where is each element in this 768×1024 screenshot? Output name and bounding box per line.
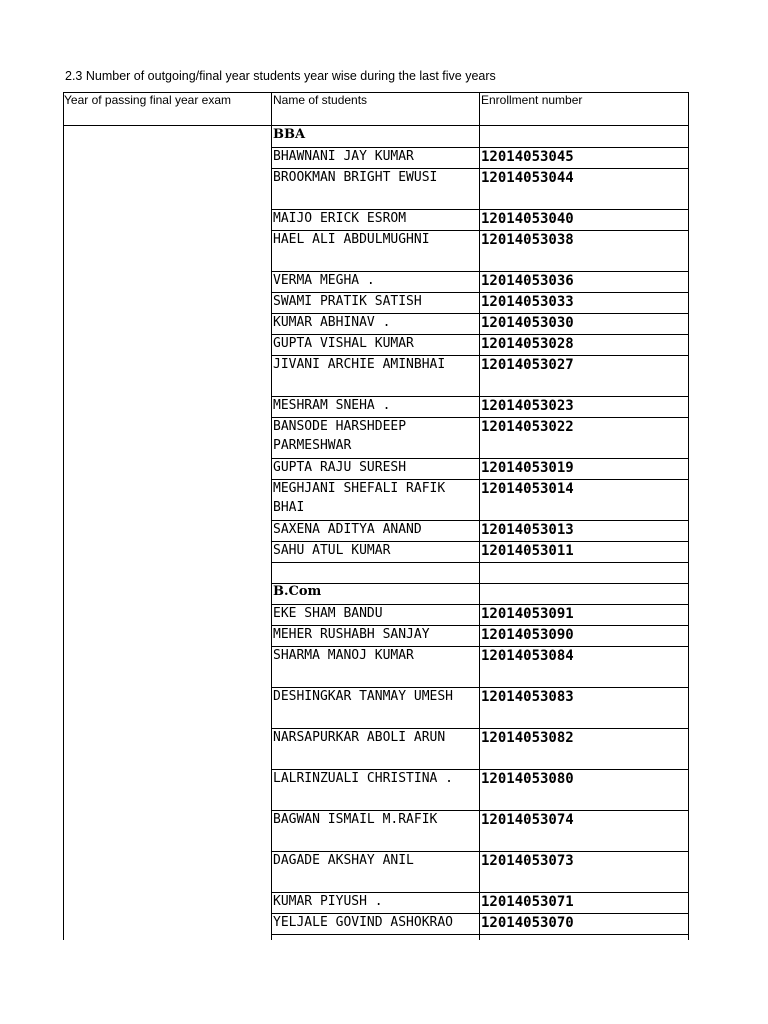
enrollment-number: 12014053045 <box>481 149 574 165</box>
header-border-bottom <box>63 125 689 126</box>
student-name: SWAMI PRATIK SATISH <box>273 294 422 309</box>
student-name: LALRINZUALI CHRISTINA . <box>273 771 454 786</box>
enrollment-number: 12014053044 <box>481 170 574 186</box>
student-name: BROOKMAN BRIGHT EWUSI <box>273 170 438 185</box>
header-year: Year of passing final year exam <box>64 93 231 107</box>
enrollment-number: 12014053070 <box>481 915 574 931</box>
enrollment-number: 12014053080 <box>481 771 574 787</box>
enrollment-number: 12014053090 <box>481 627 574 643</box>
enrollment-number: 12014053038 <box>481 232 574 248</box>
student-name: KUMAR ABHINAV . <box>273 315 391 330</box>
student-name: BAGWAN ISMAIL M.RAFIK <box>273 812 438 827</box>
student-name: BHAWNANI JAY KUMAR <box>273 149 414 164</box>
student-name: GUPTA VISHAL KUMAR <box>273 336 414 351</box>
enrollment-number: 12014053014 <box>481 481 574 497</box>
header-enrollment: Enrollment number <box>481 93 583 107</box>
enrollment-number: 12014053011 <box>481 543 574 559</box>
enrollment-number: 12014053022 <box>481 419 574 435</box>
section-label: BBA <box>273 127 306 142</box>
row-border <box>271 934 689 935</box>
table-border-right <box>688 92 689 940</box>
enrollment-number: 12014053036 <box>481 273 574 289</box>
enrollment-number: 12014053083 <box>481 689 574 705</box>
student-name: JIVANI ARCHIE AMINBHAI <box>273 357 446 372</box>
student-name: HAEL ALI ABDULMUGHNI <box>273 232 430 247</box>
student-name: DESHINGKAR TANMAY UMESH <box>273 689 454 704</box>
column-divider-name <box>271 92 272 940</box>
enrollment-number: 12014053082 <box>481 730 574 746</box>
student-name: MEHER RUSHABH SANJAY <box>273 627 430 642</box>
enrollment-number: 12014053033 <box>481 294 574 310</box>
enrollment-number: 12014053040 <box>481 211 574 227</box>
student-name: VERMA MEGHA . <box>273 273 375 288</box>
enrollment-number: 12014053030 <box>481 315 574 331</box>
enrollment-number: 12014053028 <box>481 336 574 352</box>
student-name: BANSODE HARSHDEEP PARMESHWAR <box>273 419 407 453</box>
student-name: MESHRAM SNEHA . <box>273 398 391 413</box>
enrollment-number: 12014053071 <box>481 894 574 910</box>
enrollment-number: 12014053091 <box>481 606 574 622</box>
student-name: MEGHJANI SHEFALI RAFIK BHAI <box>273 481 446 515</box>
student-name: NARSAPURKAR ABOLI ARUN <box>273 730 446 745</box>
student-name: SAHU ATUL KUMAR <box>273 543 391 558</box>
student-name: SAXENA ADITYA ANAND <box>273 522 422 537</box>
student-name: MAIJO ERICK ESROM <box>273 211 407 226</box>
student-name: YELJALE GOVIND ASHOKRAO <box>273 915 454 930</box>
table-border-top <box>63 92 689 93</box>
student-name: SHARMA MANOJ KUMAR <box>273 648 414 663</box>
header-name: Name of students <box>273 93 368 107</box>
student-name: KUMAR PIYUSH . <box>273 894 383 909</box>
document-title: 2.3 Number of outgoing/final year students year wise during the last five years <box>65 69 496 83</box>
column-divider-enrollment <box>479 92 480 940</box>
enrollment-number: 12014053013 <box>481 522 574 538</box>
enrollment-number: 12014053073 <box>481 853 574 869</box>
student-name: GUPTA RAJU SURESH <box>273 460 407 475</box>
row-border <box>271 583 689 584</box>
enrollment-number: 12014053084 <box>481 648 574 664</box>
row-border <box>271 562 689 563</box>
enrollment-number: 12014053019 <box>481 460 574 476</box>
table-border-left <box>63 92 64 940</box>
enrollment-number: 12014053074 <box>481 812 574 828</box>
student-name: EKE SHAM BANDU <box>273 606 383 621</box>
student-name: DAGADE AKSHAY ANIL <box>273 853 414 868</box>
section-label: B.Com <box>273 584 322 599</box>
enrollment-number: 12014053023 <box>481 398 574 414</box>
enrollment-number: 12014053027 <box>481 357 574 373</box>
